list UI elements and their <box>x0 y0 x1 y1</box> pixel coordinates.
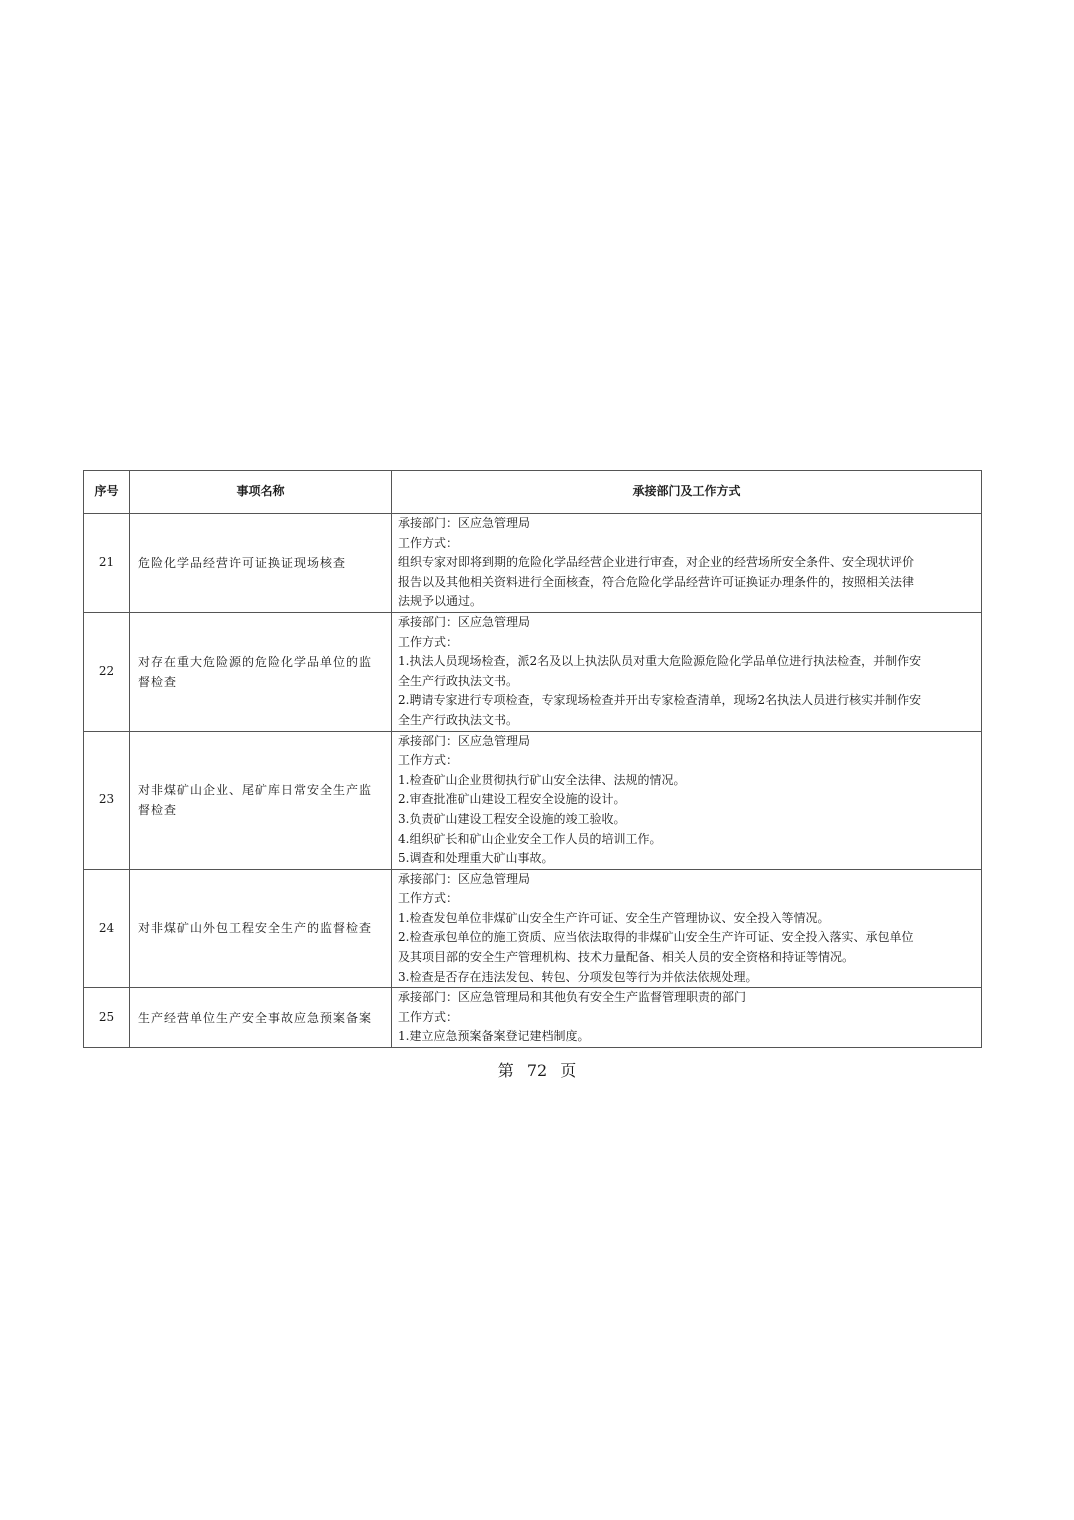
row-dept <box>392 988 982 1048</box>
dept-line: 3.检查是否存在违法发包、转包、分项发包等行为并依法依规处理。 <box>398 969 758 984</box>
row-name: 生产经营单位生产安全事故应急预案备案 <box>130 988 392 1048</box>
header-no: 序号 <box>84 471 130 514</box>
dept-line: 承接部门：区应急管理局 <box>398 871 531 886</box>
dept-line: 承接部门：区应急管理局和其他负有安全生产监督管理职责的部门 <box>398 990 747 1005</box>
dept-line: 1.建立应急预案备案登记建档制度。 <box>398 1029 590 1044</box>
dept-line: 3.负责矿山建设工程安全设施的竣工验收。 <box>398 811 626 826</box>
table-row <box>84 731 982 869</box>
dept-line: 承接部门：区应急管理局 <box>398 614 531 629</box>
page-number-suffix: 页 <box>560 1061 577 1080</box>
row-name: 对非煤矿山外包工程安全生产的监督检查 <box>130 869 392 988</box>
dept-line: 法规予以通过。 <box>398 594 483 609</box>
row-name: 危险化学品经营许可证换证现场核查 <box>130 514 392 613</box>
dept-line: 及其项目部的安全生产管理机构、技术力量配备、相关人员的安全资格和持证等情况。 <box>398 950 855 965</box>
dept-line: 2.审查批准矿山建设工程安全设施的设计。 <box>398 792 626 807</box>
dept-line: 承接部门：区应急管理局 <box>398 516 531 530</box>
row-dept <box>392 869 982 988</box>
row-no: 25 <box>84 988 130 1048</box>
page-number-value: 72 <box>526 1061 548 1080</box>
table-row <box>84 612 982 731</box>
row-dept <box>392 731 982 869</box>
dept-line: 承接部门：区应急管理局 <box>398 733 531 748</box>
dept-line: 报告以及其他相关资料进行全面核查，符合危险化学品经营许可证换证办理条件的，按照相关法律 <box>398 574 915 589</box>
dept-line: 5.调查和处理重大矿山事故。 <box>398 851 554 866</box>
row-name: 对非煤矿山企业、尾矿库日常安全生产监督检查 <box>130 731 392 869</box>
dept-line: 全生产行政执法文书。 <box>398 712 519 727</box>
dept-line: 2.聘请专家进行专项检查，专家现场检查并开出专家检查清单，现场2名执法人员进行核实并制作安 <box>398 693 922 708</box>
dept-line: 组织专家对即将到期的危险化学品经营企业进行审查，对企业的经营场所安全条件、安全现状评价 <box>398 555 915 570</box>
dept-line: 工作方式： <box>398 891 459 906</box>
row-no: 21 <box>84 514 130 613</box>
table-row <box>84 514 982 613</box>
table-row <box>84 988 982 1048</box>
table-header <box>84 471 982 514</box>
dept-line: 工作方式： <box>398 753 459 768</box>
page-number-prefix: 第 <box>497 1061 514 1080</box>
dept-line: 1.检查矿山企业贯彻执行矿山安全法律、法规的情况。 <box>398 772 686 787</box>
page-number <box>0 1058 1074 1081</box>
header-dept: 承接部门及工作方式 <box>392 471 982 514</box>
dept-line: 工作方式： <box>398 1009 459 1024</box>
dept-line: 4.组织矿长和矿山企业安全工作人员的培训工作。 <box>398 831 662 846</box>
row-dept <box>392 514 982 613</box>
row-no: 23 <box>84 731 130 869</box>
dept-line: 工作方式： <box>398 634 459 649</box>
row-name: 对存在重大危险源的危险化学品单位的监督检查 <box>130 612 392 731</box>
row-no: 24 <box>84 869 130 988</box>
dept-line: 全生产行政执法文书。 <box>398 673 519 688</box>
dept-line: 1.检查发包单位非煤矿山安全生产许可证、安全生产管理协议、安全投入等情况。 <box>398 910 830 925</box>
matters-table <box>83 470 982 1048</box>
row-dept <box>392 612 982 731</box>
table-row <box>84 869 982 988</box>
row-no: 22 <box>84 612 130 731</box>
header-name: 事项名称 <box>130 471 392 514</box>
dept-line: 1.执法人员现场检查，派2名及以上执法队员对重大危险源危险化学品单位进行执法检查，并制作安 <box>398 654 922 669</box>
dept-line: 工作方式： <box>398 535 459 550</box>
dept-line: 2.检查承包单位的施工资质、应当依法取得的非煤矿山安全生产许可证、安全投入落实、承包单位 <box>398 930 914 945</box>
